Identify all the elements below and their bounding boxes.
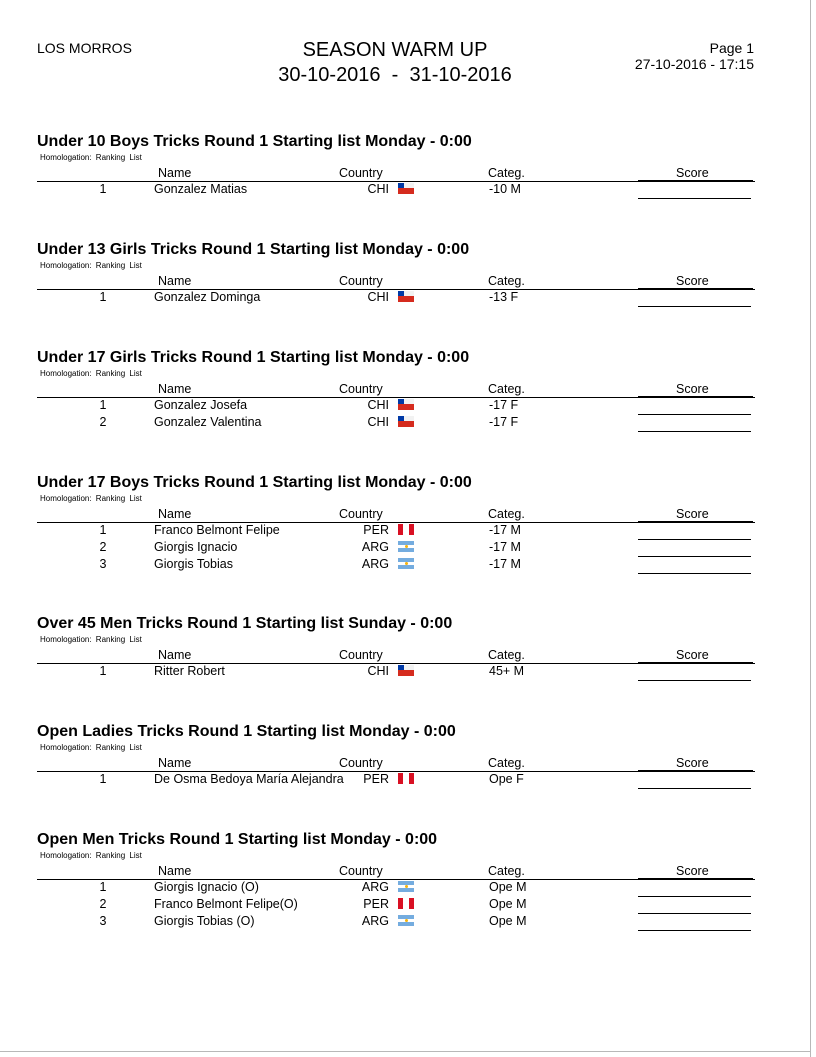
column-score: Score (676, 166, 709, 180)
start-number: 1 (99, 182, 107, 196)
column-name: Name (158, 648, 192, 662)
category: 45+ M (489, 664, 525, 678)
score-line (638, 573, 751, 574)
column-categ: Categ. (488, 274, 525, 288)
chile-flag-icon (398, 399, 414, 410)
event-heading (250, 38, 540, 88)
page-edge-bottom (0, 1051, 811, 1052)
column-header-row (37, 165, 755, 181)
athlete-name: De Osma Bedoya María Alejandra (154, 772, 344, 786)
peru-flag-icon (398, 898, 414, 909)
section-title: Under 13 Girls Tricks Round 1 Starting list Monday - 0:00 (37, 241, 470, 258)
country-code: CHI (367, 182, 389, 196)
section-title: Open Men Tricks Round 1 Starting list Monday - 0:00 (37, 831, 438, 848)
homologation-label: Homologation: Ranking List (40, 494, 142, 503)
table-row (37, 397, 755, 414)
homologation-label: Homologation: Ranking List (40, 635, 142, 644)
page-edge-right (810, 0, 811, 1057)
athlete-name: Gonzalez Josefa (154, 398, 248, 412)
category: Ope M (489, 914, 527, 928)
argentina-flag-icon (398, 915, 414, 926)
column-country: Country (339, 756, 383, 770)
country-code: ARG (361, 557, 389, 571)
country-code: CHI (367, 664, 389, 678)
column-country: Country (339, 274, 383, 288)
section-title: Under 17 Girls Tricks Round 1 Starting list Monday - 0:00 (37, 349, 470, 366)
athlete-name: Ritter Robert (154, 664, 225, 678)
rows (37, 771, 755, 788)
column-score: Score (676, 382, 709, 396)
column-country: Country (339, 382, 383, 396)
start-number: 1 (99, 772, 107, 786)
column-name: Name (158, 166, 192, 180)
country-code: CHI (367, 398, 389, 412)
country-code: PER (363, 523, 389, 537)
athlete-name: Giorgis Tobias (154, 557, 233, 571)
argentina-flag-icon (398, 881, 414, 892)
athlete-name: Giorgis Ignacio (154, 540, 238, 554)
country-code: PER (363, 897, 389, 911)
print-timestamp: 27-10-2016 - 17:15 (634, 56, 754, 72)
start-number: 2 (99, 415, 107, 429)
column-categ: Categ. (488, 864, 525, 878)
starting-list-section (37, 830, 755, 930)
score-line (638, 788, 751, 789)
athlete-name: Franco Belmont Felipe (154, 523, 280, 537)
start-number: 3 (99, 557, 107, 571)
column-header-row (37, 381, 755, 397)
category: Ope M (489, 880, 527, 894)
column-country: Country (339, 507, 383, 521)
country-code: CHI (367, 290, 389, 304)
table-row (37, 771, 755, 788)
table-row (37, 556, 755, 573)
category: -17 F (489, 415, 519, 429)
start-number: 2 (99, 897, 107, 911)
homologation-label: Homologation: Ranking List (40, 743, 142, 752)
column-score: Score (676, 648, 709, 662)
country-code: ARG (361, 880, 389, 894)
starting-list-section (37, 132, 755, 198)
table-row (37, 414, 755, 431)
category: -13 F (489, 290, 519, 304)
score-line (638, 198, 751, 199)
country-code: PER (363, 772, 389, 786)
rows (37, 181, 755, 198)
section-title: Under 10 Boys Tricks Round 1 Starting list Monday - 0:00 (37, 133, 472, 150)
column-categ: Categ. (488, 166, 525, 180)
column-name: Name (158, 382, 192, 396)
section-title: Over 45 Men Tricks Round 1 Starting list Sunday - 0:00 (37, 615, 453, 632)
page-info (635, 40, 754, 72)
chile-flag-icon (398, 183, 414, 194)
starting-list-section (37, 614, 755, 680)
column-score: Score (676, 507, 709, 521)
column-country: Country (339, 166, 383, 180)
table-row (37, 539, 755, 556)
athlete-name: Franco Belmont Felipe(O) (154, 897, 298, 911)
score-line (638, 680, 751, 681)
chile-flag-icon (398, 291, 414, 302)
event-dates: 30-10-2016 - 31-10-2016 (278, 64, 512, 86)
starting-list-section (37, 240, 755, 306)
athlete-name: Gonzalez Valentina (154, 415, 262, 429)
column-categ: Categ. (488, 507, 525, 521)
homologation-label: Homologation: Ranking List (40, 153, 142, 162)
column-categ: Categ. (488, 756, 525, 770)
country-code: CHI (367, 415, 389, 429)
table-row (37, 181, 755, 198)
column-categ: Categ. (488, 648, 525, 662)
column-name: Name (158, 507, 192, 521)
section-title: Under 17 Boys Tricks Round 1 Starting list Monday - 0:00 (37, 474, 472, 491)
category: -10 M (489, 182, 521, 196)
table-row (37, 522, 755, 539)
country-code: ARG (361, 914, 389, 928)
category: -17 F (489, 398, 519, 412)
column-score: Score (676, 274, 709, 288)
category: -17 M (489, 523, 521, 537)
peru-flag-icon (398, 524, 414, 535)
chile-flag-icon (398, 665, 414, 676)
event-title: SEASON WARM UP (302, 39, 488, 61)
column-header-row (37, 273, 755, 289)
starting-list-section (37, 473, 755, 573)
section-title: Open Ladies Tricks Round 1 Starting list Monday - 0:00 (37, 723, 456, 740)
club-name: LOS MORROS (37, 40, 132, 56)
start-number: 1 (99, 290, 107, 304)
start-number: 1 (99, 664, 107, 678)
category: Ope M (489, 897, 527, 911)
table-row (37, 913, 755, 930)
start-number: 1 (99, 523, 107, 537)
athlete-name: Giorgis Ignacio (O) (154, 880, 259, 894)
homologation-label: Homologation: Ranking List (40, 261, 142, 270)
column-country: Country (339, 864, 383, 878)
column-header-row (37, 647, 755, 663)
column-country: Country (339, 648, 383, 662)
page-number: Page 1 (709, 40, 754, 56)
start-number: 1 (99, 398, 107, 412)
homologation-label: Homologation: Ranking List (40, 369, 142, 378)
athlete-name: Gonzalez Dominga (154, 290, 261, 304)
peru-flag-icon (398, 773, 414, 784)
table-row (37, 663, 755, 680)
table-row (37, 289, 755, 306)
column-header-row (37, 755, 755, 771)
score-line (638, 306, 751, 307)
homologation-label: Homologation: Ranking List (40, 851, 142, 860)
chile-flag-icon (398, 416, 414, 427)
score-line (638, 431, 751, 432)
starting-list-section (37, 722, 755, 788)
argentina-flag-icon (398, 558, 414, 569)
argentina-flag-icon (398, 541, 414, 552)
category: Ope F (489, 772, 524, 786)
start-number: 2 (99, 540, 107, 554)
country-code: ARG (361, 540, 389, 554)
column-header-row (37, 506, 755, 522)
score-line (638, 930, 751, 931)
table-row (37, 879, 755, 896)
column-name: Name (158, 864, 192, 878)
column-name: Name (158, 756, 192, 770)
rows (37, 289, 755, 306)
category: -17 M (489, 557, 521, 571)
table-row (37, 896, 755, 913)
athlete-name: Gonzalez Matias (154, 182, 248, 196)
column-score: Score (676, 756, 709, 770)
rows (37, 879, 755, 930)
start-number: 3 (99, 914, 107, 928)
category: -17 M (489, 540, 521, 554)
column-score: Score (676, 864, 709, 878)
column-name: Name (158, 274, 192, 288)
rows (37, 663, 755, 680)
column-header-row (37, 863, 755, 879)
rows (37, 522, 755, 573)
column-categ: Categ. (488, 382, 525, 396)
rows (37, 397, 755, 431)
starting-list-section (37, 348, 755, 431)
athlete-name: Giorgis Tobias (O) (154, 914, 255, 928)
start-number: 1 (99, 880, 107, 894)
